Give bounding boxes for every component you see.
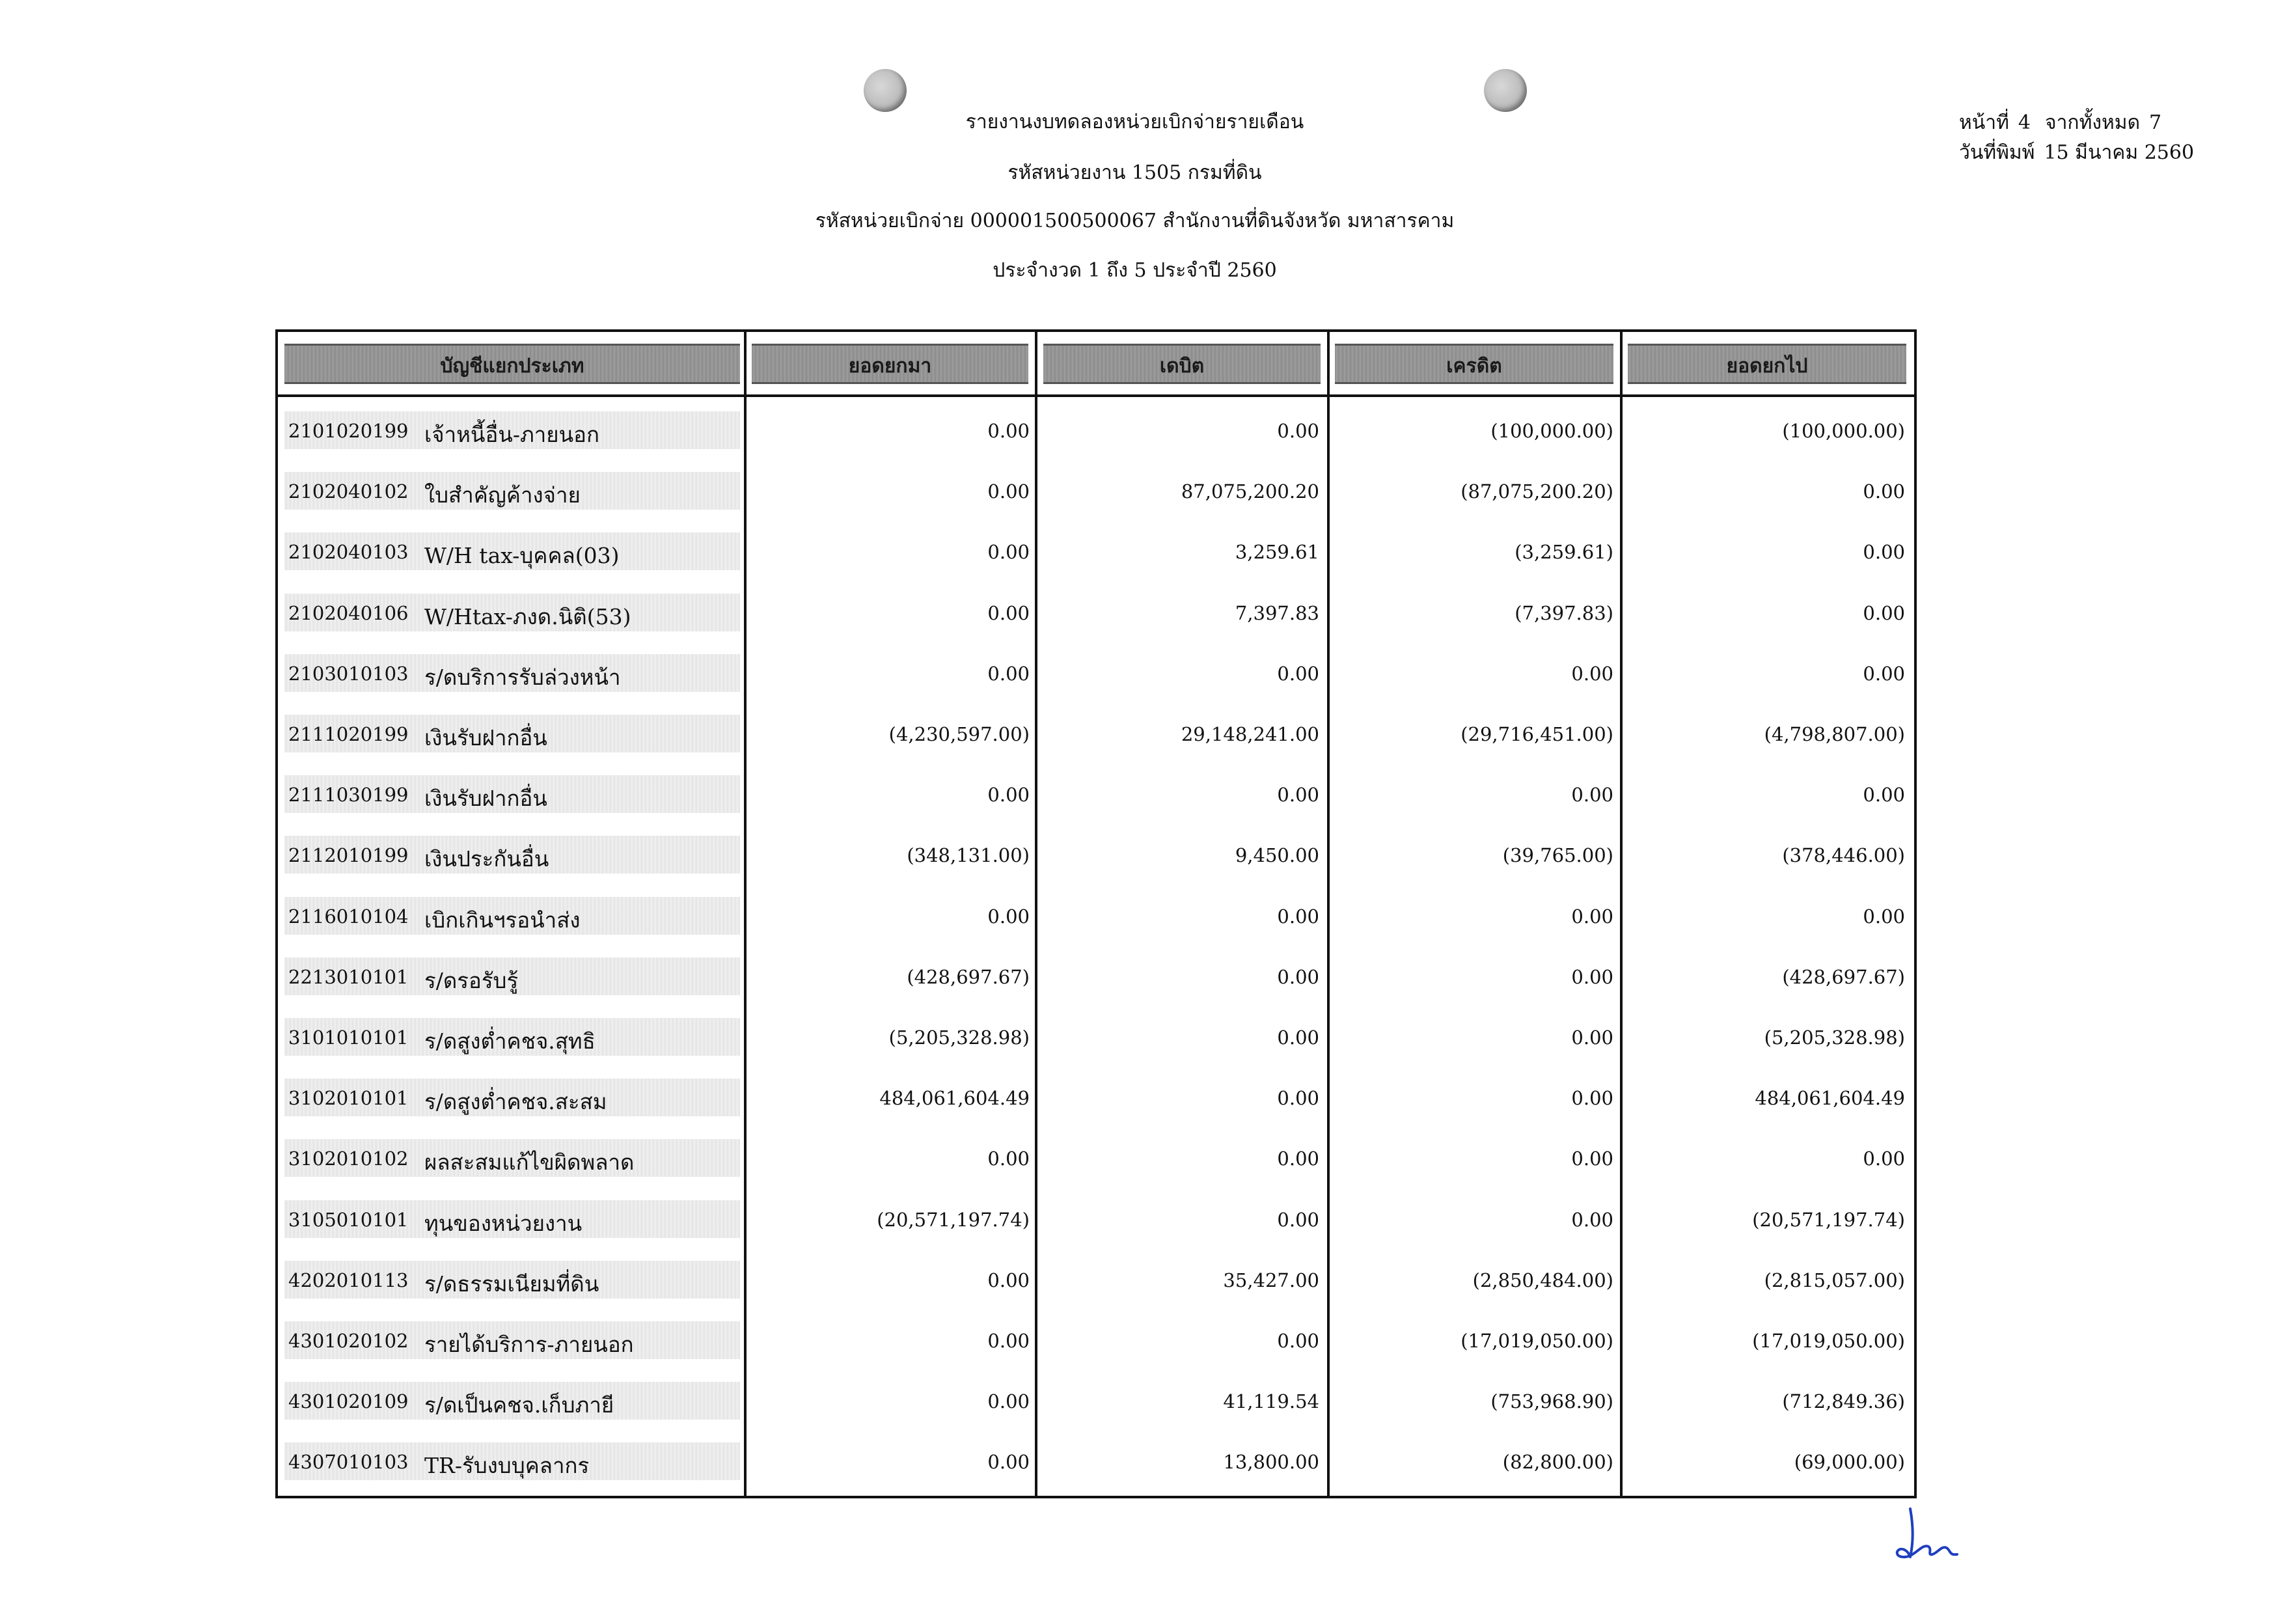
page-label: หน้าที่ [1959, 111, 2009, 134]
account-name: W/Htax-ภงด.นิติ(53) [424, 603, 631, 629]
opening-amount: 0.00 [987, 480, 1030, 503]
table-row [278, 459, 1914, 520]
table-row [278, 762, 1914, 823]
total-label: จากทั้งหมด [2045, 111, 2141, 134]
closing-amount: (2,815,057.00) [1764, 1269, 1905, 1291]
opening-amount: 0.00 [987, 541, 1030, 564]
opening-amount: 0.00 [987, 1451, 1030, 1474]
account-name: เงินประกันอื่น [424, 846, 549, 872]
debit-amount: 0.00 [1277, 1148, 1319, 1170]
column-header-credit: เครดิต [1335, 344, 1613, 384]
debit-amount: 0.00 [1277, 420, 1319, 442]
account-name: รายได้บริการ-ภายนอก [424, 1332, 634, 1357]
credit-amount: (753,968.90) [1490, 1390, 1613, 1413]
credit-amount: 0.00 [1571, 1148, 1613, 1170]
table-row [278, 641, 1914, 702]
opening-amount: 0.00 [987, 1390, 1030, 1413]
account-code: 3105010101 [288, 1208, 409, 1231]
punch-hole-right [1484, 69, 1527, 112]
account-code: 2111030199 [288, 784, 409, 806]
closing-amount: (712,849.36) [1782, 1390, 1905, 1413]
opening-amount: 0.00 [987, 662, 1030, 685]
debit-amount: 0.00 [1277, 662, 1319, 685]
closing-amount: 0.00 [1863, 601, 1905, 624]
opening-amount: (4,230,597.00) [888, 723, 1030, 745]
credit-amount: (100,000.00) [1490, 420, 1613, 442]
opening-amount: (5,205,328.98) [888, 1026, 1030, 1049]
opening-amount: 0.00 [987, 601, 1030, 624]
credit-amount: 0.00 [1571, 662, 1613, 685]
report-title: รายงานงบทดลองหน่วยเบิกจ่ายรายเดือน [965, 111, 1304, 133]
credit-amount: (82,800.00) [1502, 1451, 1613, 1474]
table-row [278, 1369, 1914, 1430]
account-code: 3101010101 [288, 1026, 409, 1049]
account-name: เงินรับฝากอื่น [424, 725, 547, 750]
table-row [278, 1066, 1914, 1127]
account-name: ใบสำคัญค้างจ่าย [424, 482, 581, 508]
credit-amount: (2,850,484.00) [1472, 1269, 1613, 1291]
opening-amount: (428,697.67) [907, 965, 1030, 988]
total-pages: 7 [2149, 111, 2162, 134]
opening-amount: 0.00 [987, 1148, 1030, 1170]
closing-amount: (378,446.00) [1782, 844, 1905, 867]
debit-amount: 0.00 [1277, 784, 1319, 806]
account-code: 4301020102 [288, 1330, 409, 1352]
debit-amount: 0.00 [1277, 1087, 1319, 1110]
table-row [278, 1248, 1914, 1309]
account-code: 4301020109 [288, 1390, 409, 1413]
opening-amount: 0.00 [987, 420, 1030, 442]
account-code: 3102010102 [288, 1148, 409, 1170]
table-row [278, 1187, 1914, 1248]
debit-amount: 7,397.83 [1235, 601, 1319, 624]
print-date-label: วันที่พิมพ์ [1959, 141, 2035, 164]
debit-amount: 0.00 [1277, 1208, 1319, 1231]
closing-amount: 0.00 [1863, 541, 1905, 564]
account-name: ร/ดสูงต่ำคชจ.สุทธิ [424, 1028, 596, 1054]
debit-amount: 0.00 [1277, 965, 1319, 988]
table-row [278, 581, 1914, 642]
closing-amount: 0.00 [1863, 662, 1905, 685]
credit-amount: (7,397.83) [1515, 601, 1613, 624]
closing-amount: (4,798,807.00) [1764, 723, 1905, 745]
closing-amount: 0.00 [1863, 905, 1905, 928]
debit-amount: 0.00 [1277, 1026, 1319, 1049]
trial-balance-table [275, 329, 1917, 1498]
credit-amount: 0.00 [1571, 1087, 1613, 1110]
disbursing-unit-line: รหัสหน่วยเบิกจ่าย 000001500500067 สำนักงานที่ดินจังหวัด มหาสารคาม [815, 210, 1455, 232]
account-name: ผลสะสมแก้ไขผิดพลาด [424, 1149, 635, 1176]
punch-hole-left [864, 69, 907, 112]
account-name: ร/ดธรรมเนียมที่ดิน [424, 1271, 599, 1297]
account-code: 2102040106 [288, 601, 409, 624]
debit-amount: 35,427.00 [1223, 1269, 1319, 1291]
account-name: เจ้าหนี้อื่น-ภายนอก [424, 422, 599, 447]
table-row [278, 702, 1914, 763]
column-header-closing: ยอดยกไป [1628, 344, 1906, 384]
column-header-debit: เดบิต [1043, 344, 1321, 384]
account-code: 2116010104 [288, 905, 409, 928]
column-header-opening: ยอดยกมา [752, 344, 1028, 384]
account-name: ร/ดสูงต่ำคชจ.สะสม [424, 1089, 607, 1115]
table-row [278, 944, 1914, 1006]
table-row [278, 1429, 1914, 1491]
account-name: ร/ดเป็นคชจ.เก็บภายี [424, 1392, 614, 1418]
table-row [278, 1005, 1914, 1066]
credit-amount: 0.00 [1571, 1208, 1613, 1231]
debit-amount: 0.00 [1277, 905, 1319, 928]
opening-amount: 0.00 [987, 784, 1030, 806]
table-row [278, 823, 1914, 884]
column-header-account: บัญชีแยกประเภท [284, 344, 740, 384]
account-code: 4307010103 [288, 1451, 409, 1474]
account-name: TR-รับงบบุคลากร [424, 1453, 590, 1479]
opening-amount: (348,131.00) [907, 844, 1030, 867]
debit-amount: 0.00 [1277, 1330, 1319, 1352]
closing-amount: (5,205,328.98) [1764, 1026, 1905, 1049]
print-date-line [1959, 138, 2245, 168]
debit-amount: 29,148,241.00 [1181, 723, 1319, 745]
account-code: 2101020199 [288, 420, 409, 442]
page-number: 4 [2018, 111, 2031, 134]
table-row [278, 1126, 1914, 1187]
account-name: ร/ดบริการรับล่วงหน้า [424, 664, 621, 690]
account-code: 4202010113 [288, 1269, 409, 1291]
closing-amount: (20,571,197.74) [1752, 1208, 1905, 1231]
closing-amount: 484,061,604.49 [1755, 1087, 1905, 1110]
account-code: 2112010199 [288, 844, 409, 867]
credit-amount: 0.00 [1571, 905, 1613, 928]
account-name: ร/ดรอรับรู้ [424, 967, 519, 993]
account-name: เงินรับฝากอื่น [424, 786, 547, 812]
debit-amount: 41,119.54 [1223, 1390, 1319, 1413]
account-name: เบิกเกินฯรอนำส่ง [424, 907, 581, 933]
account-code: 2102040103 [288, 541, 409, 564]
credit-amount: 0.00 [1571, 1026, 1613, 1049]
print-date: 15 มีนาคม 2560 [2044, 141, 2195, 164]
page-count-line [1959, 108, 2245, 138]
credit-amount: 0.00 [1571, 965, 1613, 988]
signature-mark [1891, 1504, 1969, 1562]
credit-amount: (39,765.00) [1502, 844, 1613, 867]
closing-amount: 0.00 [1863, 480, 1905, 503]
debit-amount: 87,075,200.20 [1181, 480, 1319, 503]
table-row [278, 519, 1914, 581]
opening-amount: 484,061,604.49 [879, 1087, 1030, 1110]
table-row [278, 1308, 1914, 1369]
agency-line: รหัสหน่วยงาน 1505 กรมที่ดิน [1008, 161, 1262, 184]
page-info [1959, 108, 2245, 168]
closing-amount: 0.00 [1863, 784, 1905, 806]
debit-amount: 3,259.61 [1235, 541, 1319, 564]
closing-amount: 0.00 [1863, 1148, 1905, 1170]
credit-amount: (29,716,451.00) [1460, 723, 1613, 745]
closing-amount: (428,697.67) [1782, 965, 1905, 988]
header-rule [278, 394, 1914, 397]
opening-amount: 0.00 [987, 1330, 1030, 1352]
closing-amount: (100,000.00) [1782, 420, 1905, 442]
opening-amount: (20,571,197.74) [877, 1208, 1030, 1231]
account-code: 2102040102 [288, 480, 409, 503]
debit-amount: 9,450.00 [1235, 844, 1319, 867]
account-name: ทุนของหน่วยงาน [424, 1210, 583, 1236]
credit-amount: (3,259.61) [1515, 541, 1613, 564]
account-name: W/H tax-บุคคล(03) [424, 543, 620, 569]
account-code: 2103010103 [288, 662, 409, 685]
credit-amount: 0.00 [1571, 784, 1613, 806]
opening-amount: 0.00 [987, 1269, 1030, 1291]
closing-amount: (17,019,050.00) [1752, 1330, 1905, 1352]
opening-amount: 0.00 [987, 905, 1030, 928]
credit-amount: (87,075,200.20) [1460, 480, 1613, 503]
closing-amount: (69,000.00) [1794, 1451, 1905, 1474]
account-code: 2213010101 [288, 965, 409, 988]
table-row [278, 398, 1914, 460]
account-code: 2111020199 [288, 723, 409, 745]
debit-amount: 13,800.00 [1223, 1451, 1319, 1474]
credit-amount: (17,019,050.00) [1460, 1330, 1613, 1352]
table-row [278, 884, 1914, 945]
account-code: 3102010101 [288, 1087, 409, 1110]
period-line: ประจำงวด 1 ถึง 5 ประจำปี 2560 [993, 259, 1277, 282]
